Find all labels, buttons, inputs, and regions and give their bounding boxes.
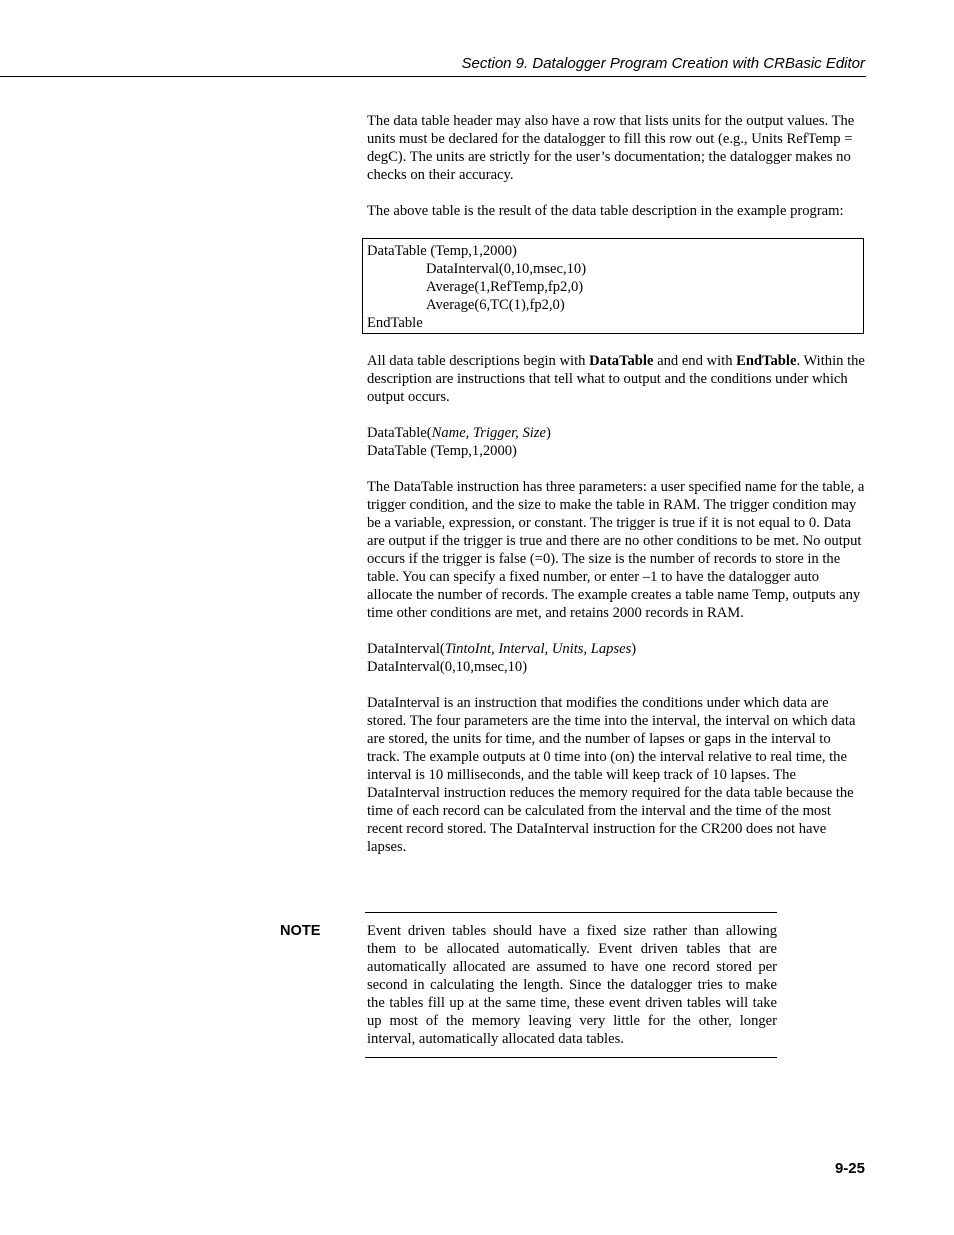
code-line: Average(1,RefTemp,fp2,0) (426, 279, 584, 295)
syntax-params: TintoInt, Interval, Units, Lapses (444, 641, 632, 657)
code-line: DataTable (Temp,1,2000) (367, 243, 517, 259)
datatable-syntax (367, 424, 867, 460)
header-rule (0, 76, 866, 77)
text-run: and end with (653, 353, 737, 369)
syntax-example: DataInterval(0,10,msec,10) (367, 659, 528, 675)
datainterval-syntax (367, 640, 867, 676)
paragraph-descriptions (367, 352, 867, 406)
text-run: . Within the description are instructions that tell what to output and the conditions under which output occurs. (367, 353, 865, 405)
syntax-suffix: ) (545, 425, 551, 441)
paragraph-above-table: The above table is the result of the data table description in the example program: (367, 203, 844, 219)
section-header: Section 9. Datalogger Program Creation with CRBasic Editor (461, 55, 865, 72)
code-example-box (362, 238, 864, 334)
note-box: Event driven tables should have a fixed size rather than allowing them to be allocated automatically. Event driven tables that are automatically allocated are assumed to have one record stored per second in calculating the length. Since the datalogger tries to make the tables fill up at the same time, these event driven tables will take up most of the memory leaving very little for the other, longer interval, automatically allocated data tables. (365, 912, 777, 1058)
page-number: 9-25 (834, 1160, 865, 1177)
syntax-params: Name, Trigger, Size (431, 425, 546, 441)
code-line: EndTable (367, 315, 423, 331)
code-line: Average(6,TC(1),fp2,0) (426, 297, 565, 313)
keyword-endtable: EndTable (736, 353, 797, 369)
keyword-datatable: DataTable (589, 353, 654, 369)
code-line: DataInterval(0,10,msec,10) (426, 261, 587, 277)
main-content (367, 112, 867, 874)
syntax-example: DataTable (Temp,1,2000) (367, 443, 517, 459)
paragraph-datatable-params: The DataTable instruction has three parameters: a user specified name for the table, a trigger condition, and the size to make the table in RAM. The trigger condition may be a variable, expression, or constant. The trigger is true if it is not equal to 0. Data are output if the trigger is true and there are no other conditions to be met. No output occurs if the trigger is false (=0). The size is the number of records to store in the table. You can specify a fixed number, or enter –1 to have the datalogger auto allocate the number of records. The example creates a table name Temp, outputs any time other conditions are met, and retains 2000 records in RAM. (367, 479, 865, 621)
paragraph-datainterval: DataInterval is an instruction that modifies the conditions under which data are stored. The four parameters are the time into the interval, the interval on which data are stored, the units for time, and the number of lapses or gaps in the interval to track. The example outputs at 0 time into (on) the interval relative to real time, the interval is 10 milliseconds, and the table will keep track of 10 lapses. The DataInterval instruction reduces the memory required for the data table because the time of each record can be calculated from the interval and the time of the most recent record stored. The DataInterval instruction for the CR200 does not have lapses. (367, 695, 856, 855)
syntax-suffix: ) (631, 641, 637, 657)
text-run: All data table descriptions begin with (367, 353, 590, 369)
syntax-prefix: DataTable( (367, 425, 432, 441)
paragraph-units: The data table header may also have a row that lists units for the output values. The units must be declared for the datalogger to fill this row out (e.g., Units RefTemp = degC). The units are strictly for the user’s documentation; the datalogger makes no checks on their accuracy. (367, 113, 855, 183)
syntax-prefix: DataInterval( (367, 641, 445, 657)
note-label: NOTE (280, 923, 321, 939)
